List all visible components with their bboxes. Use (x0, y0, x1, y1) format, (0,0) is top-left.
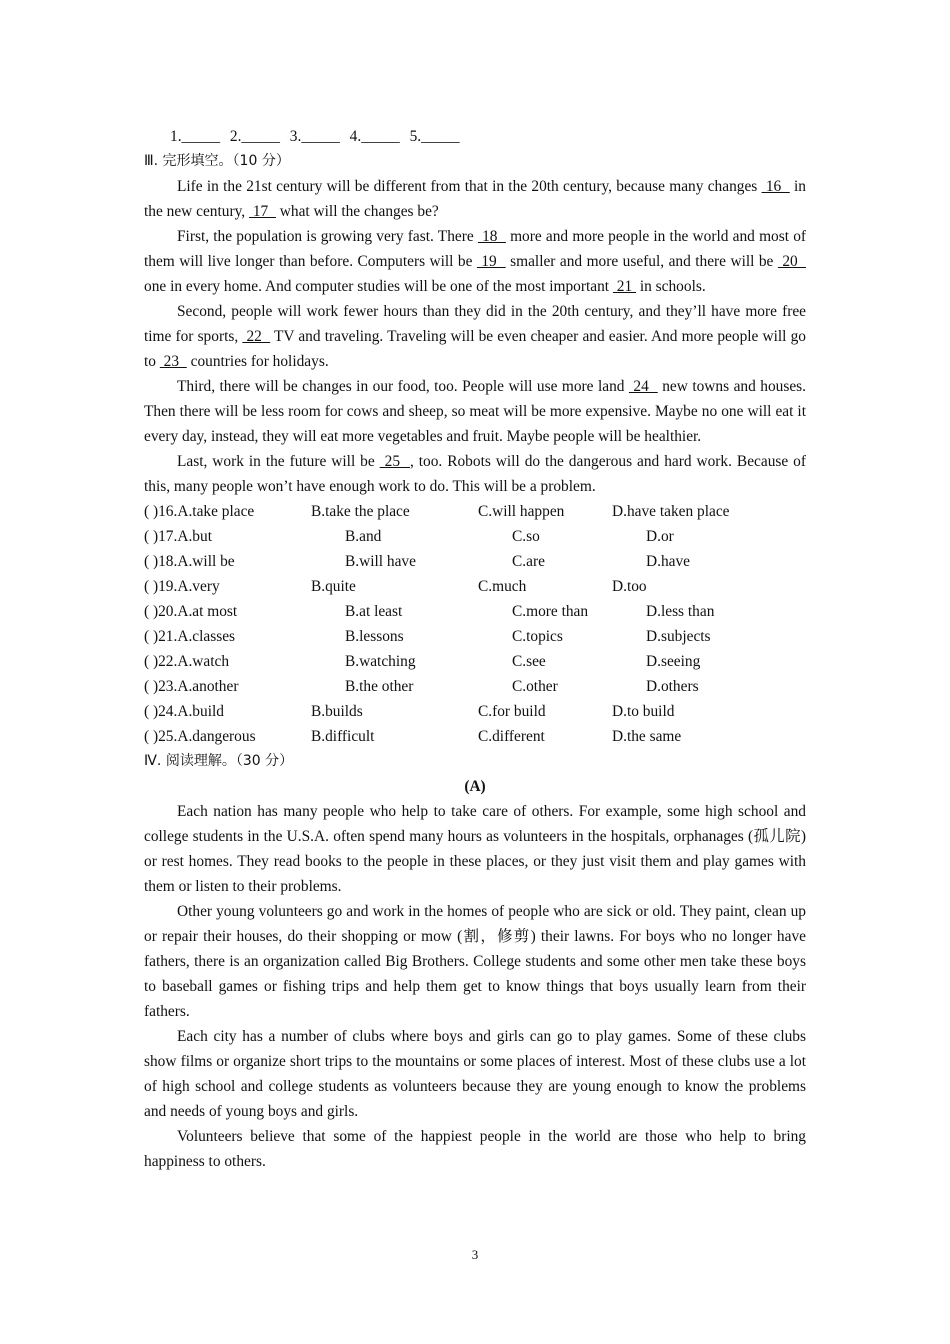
cloze-blank: 20 (777, 253, 807, 270)
option-a: ( )19.A.very (144, 578, 220, 595)
cloze-blank: 16 (761, 178, 790, 195)
option-row (144, 574, 806, 599)
answer-blanks (144, 124, 806, 149)
option-c: C.are (512, 553, 545, 570)
option-b: B.at least (345, 603, 403, 620)
option-c: C.different (478, 728, 545, 745)
option-d: D.to build (612, 703, 675, 720)
answer-blank: 5._____ (409, 128, 460, 145)
cloze-blank: 24 (628, 378, 658, 395)
option-d: D.too (612, 578, 647, 595)
option-d: D.seeing (646, 653, 701, 670)
cloze-paragraph: First, the population is growing very fast. There 18 more and more people in the world and most of them will live longer than before. Computers will be 19 smaller and more useful, and there will be 20 one in every home. And computer studies will be one of the most important 21 in schools. (144, 228, 807, 295)
option-c: C.topics (512, 628, 563, 645)
cloze-blank: 21 (612, 278, 636, 295)
option-d: D.have taken place (612, 503, 730, 520)
option-c: C.much (478, 578, 527, 595)
section-heading: Ⅳ. 阅读理解。（30 分） (144, 753, 294, 769)
option-a: ( )25.A.dangerous (144, 728, 256, 745)
option-c: C.see (512, 653, 546, 670)
cloze-paragraph: Life in the 21st century will be different from that in the 20th century, because many changes 16 in the new century, 17 what will the changes be? (144, 178, 807, 220)
answer-blank: 1._____ (170, 128, 221, 145)
reading-paragraph: Other young volunteers go and work in the homes of people who are sick or old. They paint, clean up or repair their houses, do their shopping or mow (割，修剪) their lawns. For boys who no longer have fathers, there is an organization called Big Brothers. College students and some other men take these boys to baseball games or fishing trips and help them get to know things that boys usually learn from their fathers. (144, 903, 806, 1020)
option-a: ( )20.A.at most (144, 603, 238, 620)
option-b: B.quite (311, 578, 356, 595)
cloze-paragraph: Second, people will work fewer hours than they did in the 20th century, and they’ll have more free time for sports, 22 TV and traveling. Traveling will be even cheaper and easier. And more people will go to 23 countries for holidays. (144, 303, 806, 370)
cloze-blank: 22 (242, 328, 271, 345)
page-number: 3 (471, 1247, 479, 1262)
reading-paragraph: Each nation has many people who help to take care of others. For example, some high school and college students in the U.S.A. often spend many hours as volunteers in the hospitals, orphanages (孤儿院) or rest homes. They read books to the people in these places, or they just visit them and play games with them or listen to their problems. (144, 803, 806, 895)
option-d: D.others (646, 678, 699, 695)
option-a: ( )23.A.another (144, 678, 239, 695)
cloze-paragraph: Last, work in the future will be 25 , too. Robots will do the dangerous and hard work. Because of this, many people won’t have enough work to do. This will be a problem. (144, 453, 806, 495)
cloze-paragraph: Third, there will be changes in our food, too. People will use more land 24 new towns and houses. Then there will be less room for cows and sheep, so meat will be more expensive. Maybe no one will eat it every day, instead, they will eat more vegetables and fruit. Maybe people will be healthier. (144, 378, 807, 445)
option-d: D.the same (612, 728, 682, 745)
answer-blank: 4._____ (349, 128, 400, 145)
option-b: B.take the place (311, 503, 410, 520)
cloze-blank: 23 (159, 353, 187, 370)
option-a: ( )22.A.watch (144, 653, 230, 670)
option-a: ( )18.A.will be (144, 553, 235, 570)
reading-paragraph: Each city has a number of clubs where boys and girls can go to play games. Some of these clubs show films or organize short trips to the mountains or some places of interest. Most of these clubs use a lot of high school and college students as volunteers because they are young enough to know the problems and needs of young boys and girls. (144, 1028, 806, 1120)
option-c: C.so (512, 528, 540, 545)
reading-paragraph: Volunteers believe that some of the happiest people in the world are those who help to bring happiness to others. (144, 1128, 806, 1170)
cloze-blank: 18 (477, 228, 506, 245)
option-b: B.watching (345, 653, 416, 670)
option-d: D.have (646, 553, 691, 570)
cloze-blank: 17 (248, 203, 276, 220)
option-b: B.will have (345, 553, 416, 570)
page-content (144, 124, 806, 1174)
option-row (144, 549, 806, 574)
option-b: B.difficult (311, 728, 375, 745)
option-d: D.subjects (646, 628, 711, 645)
option-row (144, 524, 806, 549)
cloze-blank: 19 (476, 253, 506, 270)
answer-blank: 3._____ (289, 128, 340, 145)
option-d: D.less than (646, 603, 715, 620)
option-b: B.lessons (345, 628, 404, 645)
option-b: B.and (345, 528, 382, 545)
passage-label: (A) (464, 778, 486, 795)
answer-blank: 2._____ (229, 128, 280, 145)
option-c: C.more than (512, 603, 589, 620)
option-c: C.other (512, 678, 558, 695)
option-row (144, 499, 806, 524)
option-a: ( )17.A.but (144, 528, 212, 545)
option-a: ( )16.A.take place (144, 503, 255, 520)
options-list (144, 499, 806, 749)
option-c: C.will happen (478, 503, 565, 520)
option-row (144, 624, 806, 649)
option-row (144, 674, 806, 699)
section-heading: Ⅲ. 完形填空。（10 分） (144, 153, 290, 169)
option-c: C.for build (478, 703, 546, 720)
option-b: B.builds (311, 703, 363, 720)
option-d: D.or (646, 528, 674, 545)
option-row (144, 599, 806, 624)
cloze-blank: 25 (379, 453, 410, 470)
option-row (144, 724, 806, 749)
option-row (144, 649, 806, 674)
option-a: ( )21.A.classes (144, 628, 236, 645)
option-a: ( )24.A.build (144, 703, 224, 720)
option-row (144, 699, 806, 724)
option-b: B.the other (345, 678, 414, 695)
